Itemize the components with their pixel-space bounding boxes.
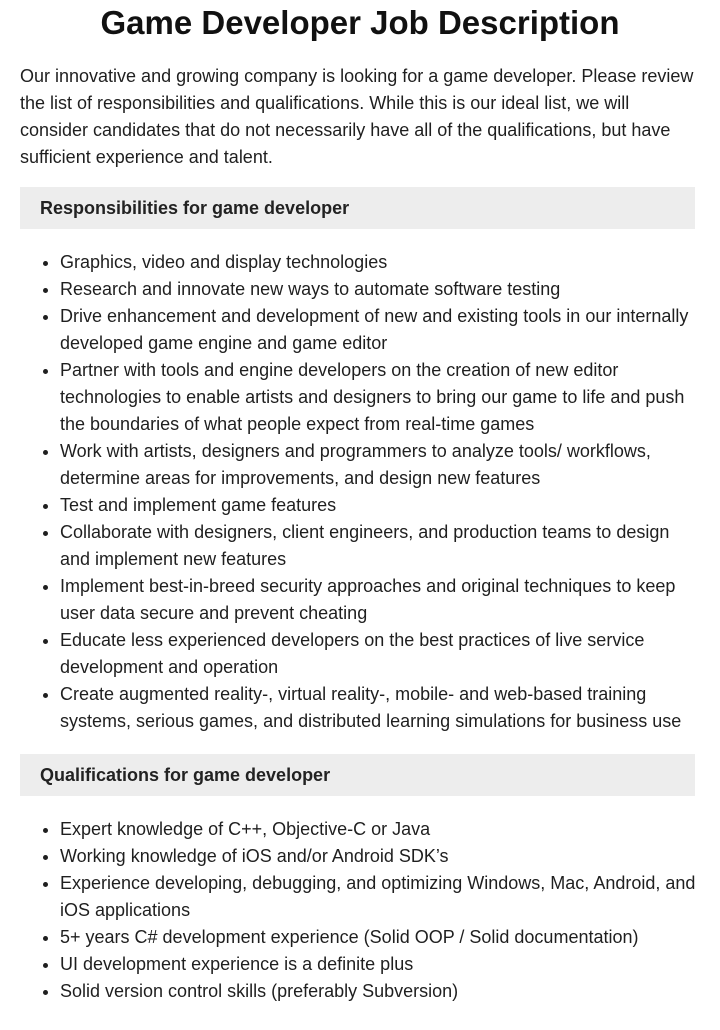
responsibility-item: • Implement best-in-breed security approaches and original techniques to keep user data secure and prevent cheating	[60, 573, 700, 627]
qualifications-list	[20, 816, 700, 1005]
qualification-item: • Solid version control skills (preferably Subversion)	[60, 978, 700, 1005]
responsibility-item: • Work with artists, designers and programmers to analyze tools/ workflows, determine areas for improvements, and design new features	[60, 438, 700, 492]
qualifications-header	[20, 754, 695, 796]
qualification-item: • Experience developing, debugging, and optimizing Windows, Mac, Android, and iOS applications	[60, 870, 700, 924]
responsibilities-header	[20, 187, 695, 229]
qualification-item: • Working knowledge of iOS and/or Android SDK’s	[60, 843, 700, 870]
intro-paragraph: Our innovative and growing company is looking for a game developer. Please review the list of responsibilities and qualifications. While this is our ideal list, we will consider candidates that do not necessarily have all of the qualifications, but have sufficient experience and talent.	[20, 66, 694, 167]
qualification-item: • 5+ years C# development experience (Solid OOP / Solid documentation)	[60, 924, 700, 951]
qualification-item: • UI development experience is a definite plus	[60, 951, 700, 978]
responsibility-item: • Collaborate with designers, client engineers, and production teams to design and implement new features	[60, 519, 700, 573]
responsibility-item: • Test and implement game features	[60, 492, 700, 519]
responsibility-item: • Educate less experienced developers on the best practices of live service development and operation	[60, 627, 700, 681]
responsibility-item: • Research and innovate new ways to automate software testing	[60, 276, 700, 303]
qualification-item: • Expert knowledge of C++, Objective-C or Java	[60, 816, 700, 843]
page-title: Game Developer Job Description	[100, 4, 620, 41]
responsibilities-list	[20, 249, 700, 735]
responsibility-item: • Partner with tools and engine developers on the creation of new editor technologies to enable artists and designers to bring our game to life and push the boundaries of what people expect from real-time games	[60, 357, 700, 438]
responsibility-item: • Graphics, video and display technologies	[60, 249, 700, 276]
responsibility-item: • Create augmented reality-, virtual reality-, mobile- and web-based training systems, serious games, and distributed learning simulations for business use	[60, 681, 700, 735]
responsibilities-heading: Responsibilities for game developer	[40, 197, 350, 218]
qualifications-heading: Qualifications for game developer	[40, 764, 331, 785]
responsibility-item: • Drive enhancement and development of new and existing tools in our internally developed game engine and game editor	[60, 303, 700, 357]
